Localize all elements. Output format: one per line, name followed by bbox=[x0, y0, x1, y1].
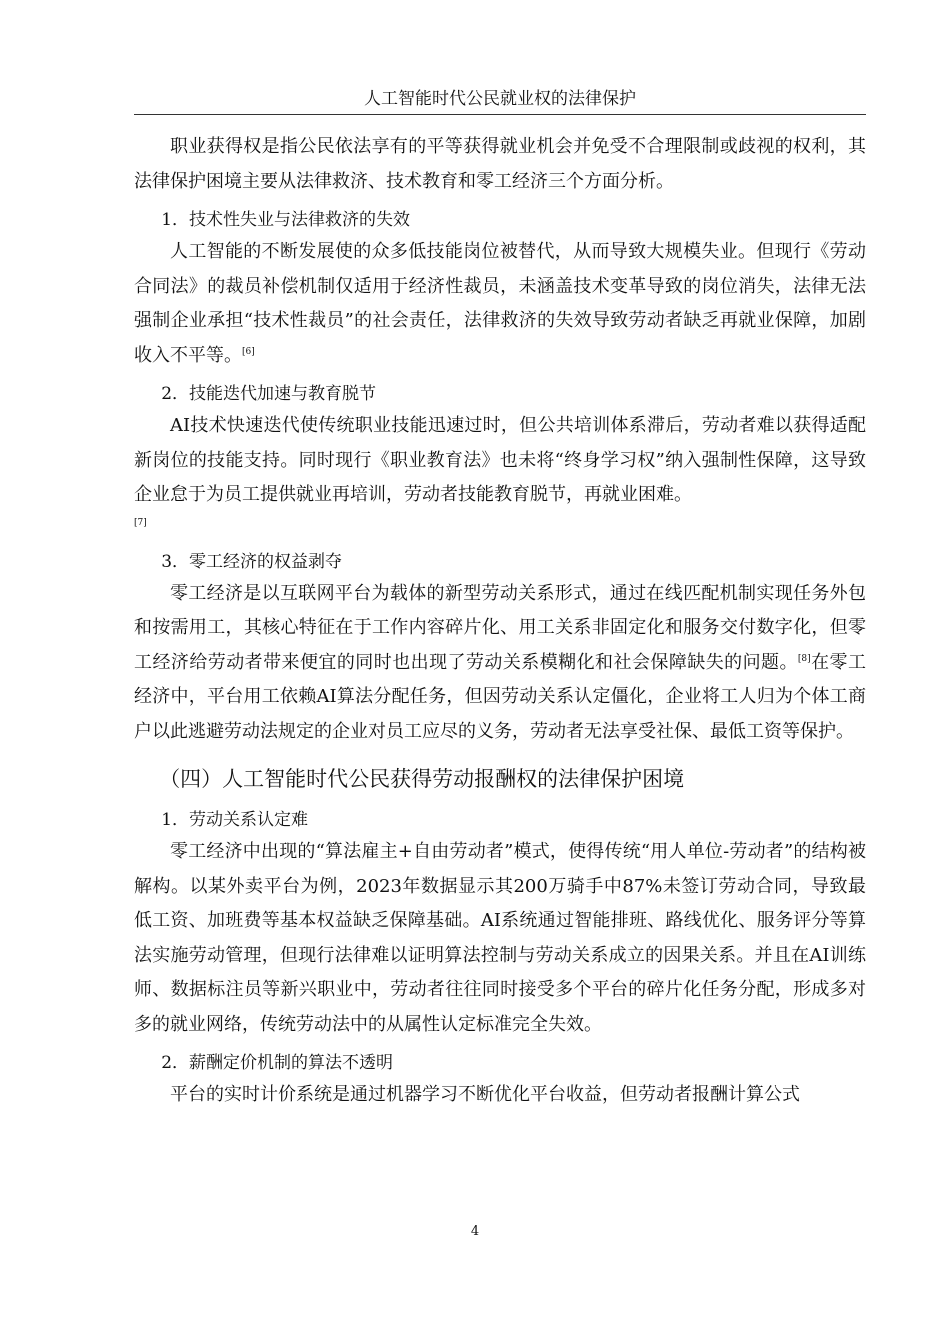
section-paragraph bbox=[134, 577, 866, 750]
section-title: 技能迭代加速与教育脱节 bbox=[189, 384, 377, 404]
paragraph-text: 零工经济是以互联网平台为载体的新型劳动关系形式，通过在线匹配机制实现任务外包和按需用工，其核心特征在于工作内容碎片化、用工关系非固定化和服务交付数字化，但零工经济给劳动者带来便宜的同时也出现了劳动关系模糊化和社会保障缺失的问题。 bbox=[134, 582, 866, 673]
paragraph-text: 人工智能的不断发展使的众多低技能岗位被替代，从而导致大规模失业。但现行《劳动合同法》的裁员补偿机制仅适用于经济性裁员，未涵盖技术变革导致的岗位消失，法律无法强制企业承担“技术性裁员”的社会责任，法律救济的失效导致劳动者缺乏再就业保障，加剧收入不平等。 bbox=[134, 241, 866, 366]
section-number: 1． bbox=[161, 810, 190, 830]
chapter-heading: （四）人工智能时代公民获得劳动报酬权的法律保护困境 bbox=[159, 767, 685, 791]
section-number: 3． bbox=[161, 551, 190, 572]
paragraph-text: AI技术快速迭代使传统职业技能迅速过时，但公共培训体系滞后，劳动者难以获得适配新岗位的技能支持。同时现行《职业教育法》也未将“终身学习权”纳入强制性保障，这导致企业怠于为员工提供就业再培训，劳动者技能教育脱节，再就业困难。 bbox=[134, 415, 866, 505]
page-number: 4 bbox=[470, 1224, 480, 1239]
section-heading bbox=[134, 805, 866, 835]
section-number: 1． bbox=[161, 210, 190, 230]
citation-ref: [6] bbox=[242, 346, 255, 357]
citation-ref: [7] bbox=[134, 517, 147, 528]
section-title: 零工经济的权益剥夺 bbox=[189, 551, 343, 572]
running-header-title: 人工智能时代公民就业权的法律保护 bbox=[364, 89, 636, 109]
section-heading bbox=[134, 205, 866, 235]
section-title: 劳动关系认定难 bbox=[189, 810, 309, 830]
page-body bbox=[134, 130, 866, 1113]
section-title: 薪酬定价机制的算法不透明 bbox=[189, 1053, 394, 1073]
running-header bbox=[134, 84, 866, 115]
citation-line bbox=[134, 513, 866, 541]
intro-paragraph: 职业获得权是指公民依法享有的平等获得就业机会并免受不合理限制或歧视的权利，其法律保护困境主要从法律救济、技术教育和零工经济三个方面分析。 bbox=[134, 136, 866, 192]
section-number: 2． bbox=[161, 384, 190, 404]
citation-ref: [8] bbox=[797, 653, 811, 664]
section-paragraph bbox=[134, 235, 866, 373]
section-paragraph bbox=[134, 409, 866, 513]
section-heading bbox=[134, 379, 866, 409]
section-heading bbox=[134, 547, 866, 577]
section-number: 2． bbox=[161, 1053, 190, 1073]
section-title: 技术性失业与法律救济的失效 bbox=[189, 210, 411, 230]
section-paragraph: 平台的实时计价系统是通过机器学习不断优化平台收益，但劳动者报酬计算公式 bbox=[170, 1084, 800, 1105]
section-heading bbox=[134, 1048, 866, 1078]
section-paragraph: 零工经济中出现的“算法雇主+自由劳动者”模式，使得传统“用人单位-劳动者”的结构被解构。以某外卖平台为例，2023年数据显示其200万骑手中87%未签订劳动合同，导致最低工资、加班费等基本权益缺乏保障基础。AI系统通过智能排班、路线优化、服务评分等算法实施劳动管理，但现行法律难以证明算法控制与劳动关系成立的因果关系。并且在AI训练师、数据标注员等新兴职业中，劳动者往往同时接受多个平台的碎片化任务分配，形成多对多的就业网络，传统劳动法中的从属性认定标准完全失效。 bbox=[134, 841, 866, 1035]
paragraph-text: 在零工经济中，平台用工依赖AI算法分配任务，但因劳动关系认定僵化，企业将工人归为个体工商户以此逃避劳动法规定的企业对员工应尽的义务，劳动者无法享受社保、最低工资等保护。 bbox=[134, 651, 866, 742]
